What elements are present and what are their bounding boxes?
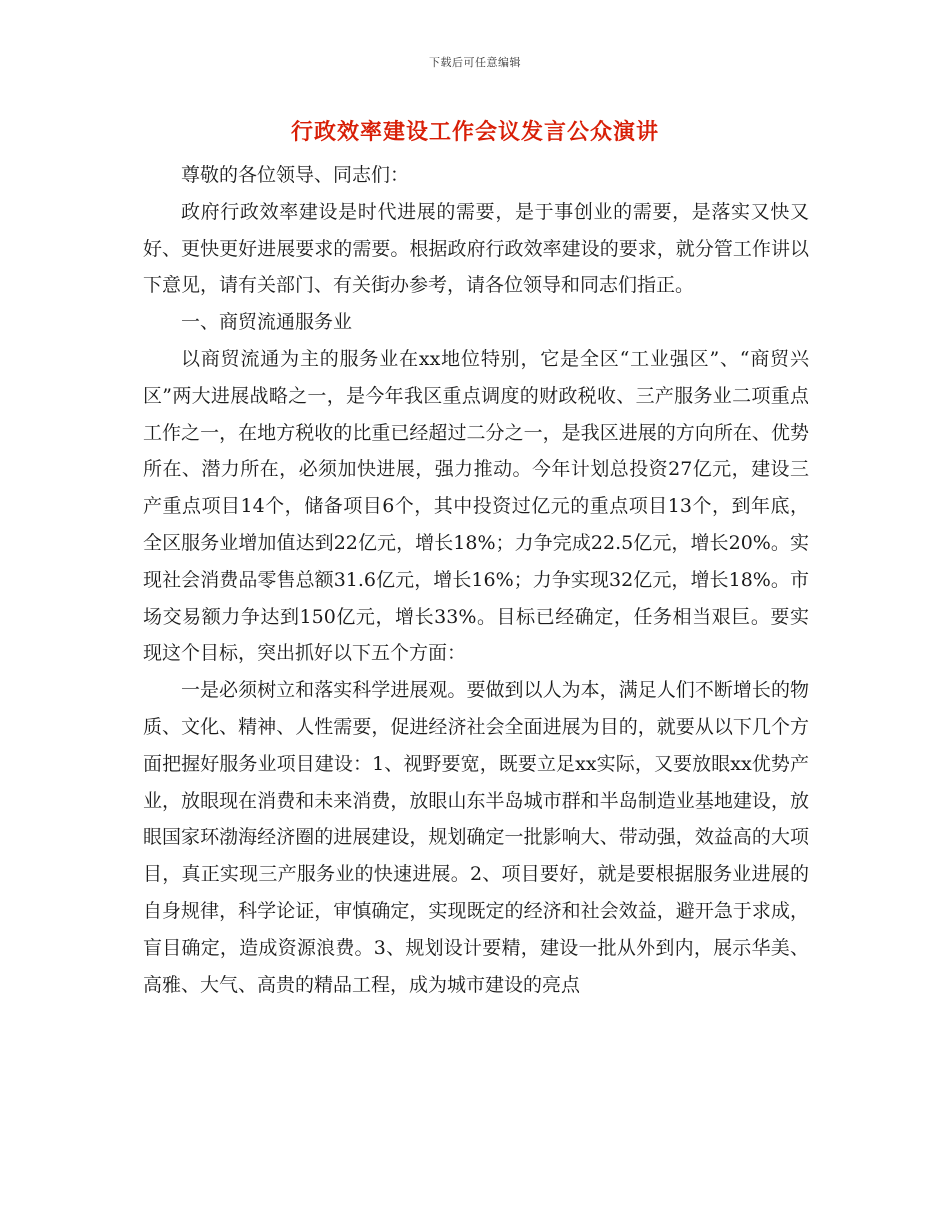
- section-heading: 一、商贸流通服务业: [181, 311, 353, 334]
- paragraph-commerce: 以商贸流通为主的服务业在xx地位特别，它是全区“工业强区”、“商贸兴区”两大进展战略之一，是今年我区重点调度的财政税收、三产服务业二项重点工作之一，在地方税收的比重已经超过二分之一，是我区进展的方向所在、优势所在、潜力所在，必须加快进展，强力推动。今年计划总投资27亿元，建设三产重点项目14个，储备项目6个，其中投资过亿元的重点项目13个，到年底，全区服务业增加值达到22亿元，增长18%；力争完成22.5亿元，增长20%。实现社会消费品零售总额31.6亿元，增长16%；力争实现32亿元，增长18%。市场交易额力争达到150亿元，增长33%。目标已经确定，任务相当艰巨。要实现这个目标，突出抓好以下五个方面：: [143, 347, 809, 665]
- paragraph-point-one: 一是必须树立和落实科学进展观。要做到以人为本，满足人们不断增长的物质、文化、精神、人性需要，促进经济社会全面进展为目的，就要从以下几个方面把握好服务业项目建设：1、视野要宽，既要立足xx实际，又要放眼xx优势产业，放眼现在消费和未来消费，放眼山东半岛城市群和半岛制造业基地建设，放眼国家环渤海经济圈的进展建设，规划确定一批影响大、带动强，效益高的大项目，真正实现三产服务业的快速进展。2、项目要好，就是要根据服务业进展的自身规律，科学论证，审慎确定，实现既定的经济和社会效益，避开急于求成，盲目确定，造成资源浪费。3、规划设计要精，建设一批从外到内，展示华美、高雅、大气、高贵的精品工程，成为城市建设的亮点: [143, 679, 809, 996]
- salutation: 尊敬的各位领导、同志们：: [181, 164, 410, 186]
- page-header-note: 下载后可任意编辑: [429, 56, 521, 69]
- document-body: [143, 157, 809, 1003]
- document-title: 行政效率建设工作会议发言公众演讲: [290, 119, 659, 145]
- paragraph-intro: 政府行政效率建设是时代进展的需要，是于事创业的需要，是落实又快又好、更快更好进展要求的需要。根据政府行政效率建设的要求，就分管工作讲以下意见，请有关部门、有关街办参考，请各位领导和同志们指正。: [143, 200, 809, 297]
